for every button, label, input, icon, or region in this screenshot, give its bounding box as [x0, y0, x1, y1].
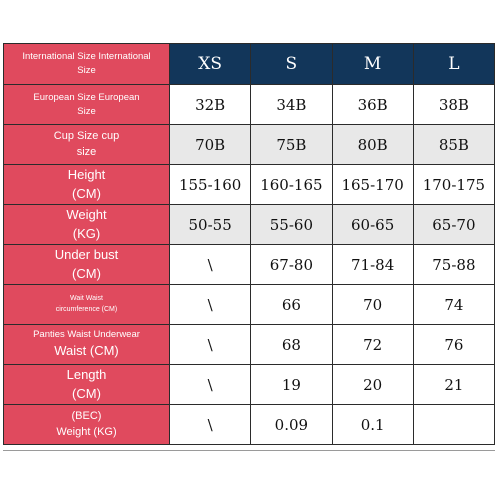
- table-cell: 85B: [413, 125, 494, 165]
- table-row: [4, 405, 495, 445]
- table-cell: 50-55: [170, 205, 251, 245]
- table-cell: 20: [332, 365, 413, 405]
- table-cell: 70: [332, 285, 413, 325]
- size-chart: [3, 43, 495, 445]
- table-cell: 68: [251, 325, 332, 365]
- table-cell: \: [170, 405, 251, 445]
- row-label: [4, 44, 170, 85]
- size-table: [3, 43, 495, 445]
- row-label-line: European Size European: [33, 91, 140, 103]
- row-label-line: size: [76, 145, 97, 158]
- row-label-line: Waist (CM): [54, 342, 119, 358]
- table-cell: 38B: [413, 85, 494, 125]
- row-label-line: Weight: [66, 206, 107, 222]
- table-cell: 67-80: [251, 245, 332, 285]
- row-label-line: (CM): [72, 385, 101, 401]
- table-cell: 66: [251, 285, 332, 325]
- size-header-l: L: [413, 44, 494, 85]
- table-row: [4, 325, 495, 365]
- table-cell: 74: [413, 285, 494, 325]
- table-cell: 21: [413, 365, 494, 405]
- row-label-line: International Size International: [22, 51, 151, 63]
- row-label-line: Panties Waist Underwear: [33, 329, 140, 341]
- table-cell: \: [170, 365, 251, 405]
- table-cell: 76: [413, 325, 494, 365]
- row-label: [4, 165, 170, 205]
- table-cell: 65-70: [413, 205, 494, 245]
- row-label: [4, 85, 170, 125]
- row-label: [4, 245, 170, 285]
- header-row: [4, 44, 495, 85]
- table-cell: 55-60: [251, 205, 332, 245]
- table-cell: \: [170, 325, 251, 365]
- row-label-line: (CM): [72, 265, 101, 281]
- row-label-line: (CM): [72, 185, 101, 201]
- table-cell: 0.09: [251, 405, 332, 445]
- row-label: [4, 365, 170, 405]
- table-cell: 165-170: [332, 165, 413, 205]
- table-row: [4, 205, 495, 245]
- row-label-line: Cup Size cup: [53, 129, 120, 142]
- row-label-line: (KG): [72, 225, 101, 241]
- table-row: [4, 85, 495, 125]
- table-cell: 60-65: [332, 205, 413, 245]
- size-header-s: S: [251, 44, 332, 85]
- size-header-m: M: [332, 44, 413, 85]
- row-label-line: Length: [66, 366, 107, 382]
- row-label-line: Weight (KG): [56, 425, 117, 438]
- table-cell: 32B: [170, 85, 251, 125]
- table-cell: \: [170, 245, 251, 285]
- table-cell: 34B: [251, 85, 332, 125]
- table-cell: 36B: [332, 85, 413, 125]
- table-cell: 75B: [251, 125, 332, 165]
- table-cell: 72: [332, 325, 413, 365]
- row-label-line: Under bust: [54, 246, 119, 262]
- row-label: [4, 405, 170, 445]
- table-cell: 0.1: [332, 405, 413, 445]
- row-label-line: Size: [77, 105, 96, 117]
- table-cell: 71-84: [332, 245, 413, 285]
- table-cell: 19: [251, 365, 332, 405]
- table-cell: 75-88: [413, 245, 494, 285]
- row-label-line: (BEC): [71, 409, 102, 422]
- row-label-line: Size: [77, 65, 96, 76]
- table-cell: \: [170, 285, 251, 325]
- size-header-xs: XS: [170, 44, 251, 85]
- row-label: [4, 205, 170, 245]
- table-cell: [413, 405, 494, 445]
- table-cell: 160-165: [251, 165, 332, 205]
- row-label: [4, 285, 170, 325]
- table-row: [4, 285, 495, 325]
- table-row: [4, 365, 495, 405]
- table-row: [4, 165, 495, 205]
- table-cell: 80B: [332, 125, 413, 165]
- row-label-line: circumference (CM): [55, 305, 118, 313]
- row-label-line: Height: [67, 166, 106, 182]
- table-row: [4, 125, 495, 165]
- table-row: [4, 245, 495, 285]
- table-cell: 70B: [170, 125, 251, 165]
- table-cell: 155-160: [170, 165, 251, 205]
- table-cell: 170-175: [413, 165, 494, 205]
- footer-divider: [3, 450, 495, 451]
- row-label: [4, 125, 170, 165]
- row-label: [4, 325, 170, 365]
- row-label-line: Wait Waist: [70, 295, 103, 303]
